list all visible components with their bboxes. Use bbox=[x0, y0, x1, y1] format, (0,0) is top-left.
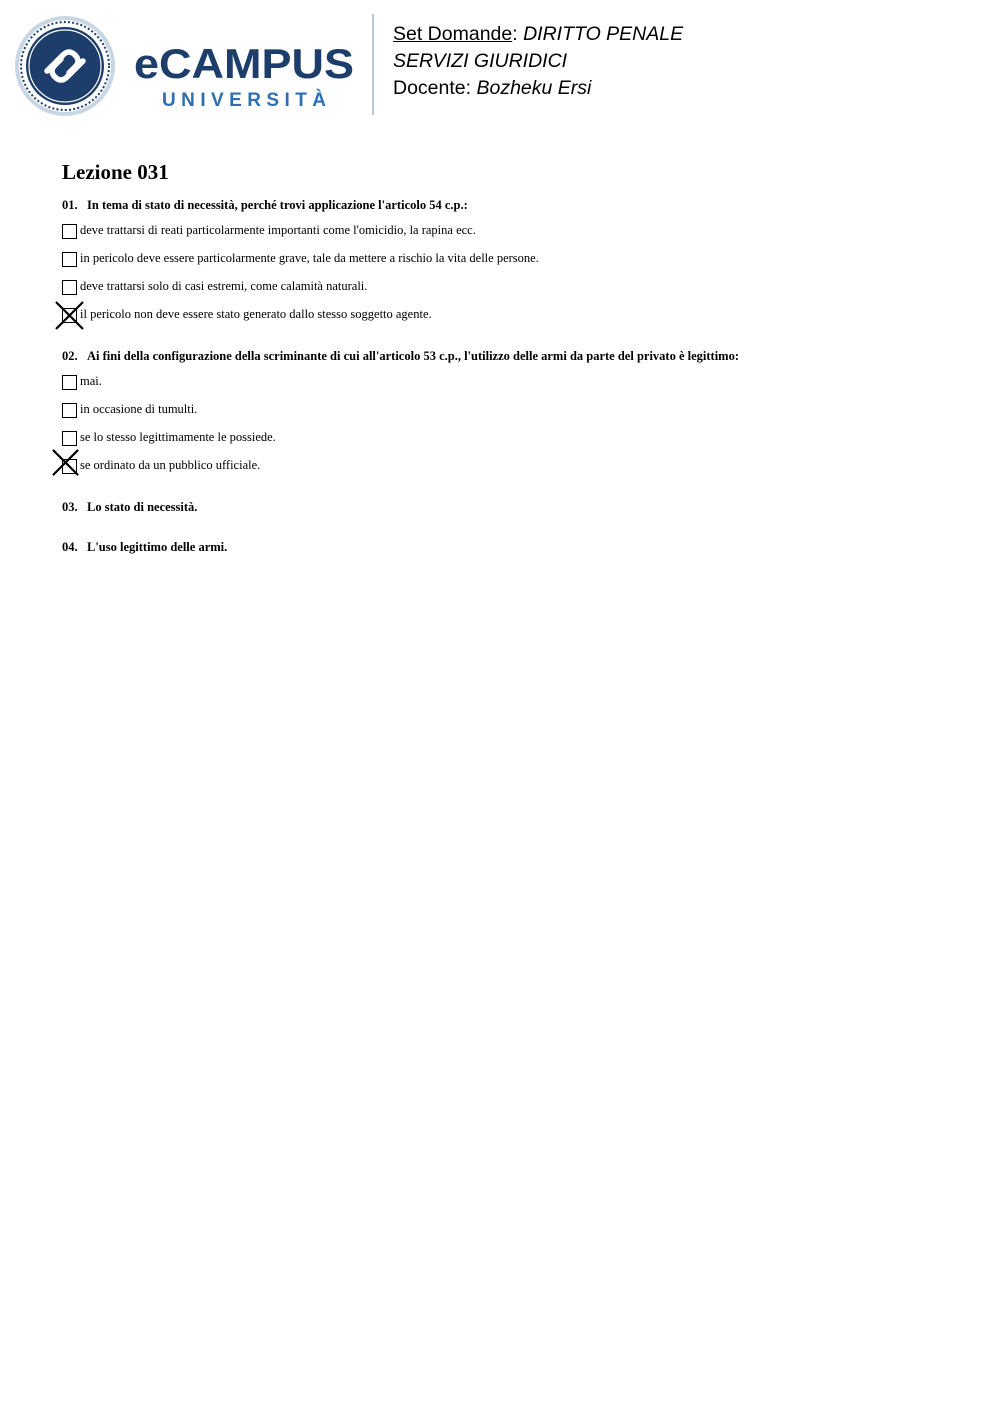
option-text: in pericolo deve essere particolarmente grave, tale da mettere a rischio la vita delle persone. bbox=[80, 251, 539, 265]
option-text: in occasione di tumulti. bbox=[80, 402, 198, 416]
checkbox-checked[interactable] bbox=[62, 308, 77, 323]
checkbox[interactable] bbox=[62, 252, 77, 267]
teacher-line bbox=[393, 75, 683, 102]
question-number: 03. bbox=[62, 500, 78, 514]
header-info bbox=[393, 21, 683, 102]
question-02 bbox=[62, 349, 739, 364]
question-number: 02. bbox=[62, 349, 78, 363]
header-divider bbox=[372, 14, 374, 115]
set-label: Set Domande bbox=[393, 23, 513, 45]
ecampus-seal-logo bbox=[14, 15, 116, 117]
option-text: se lo stesso legittimamente le possiede. bbox=[80, 430, 276, 444]
question-text: In tema di stato di necessità, perché trovi applicazione l'articolo 54 c.p.: bbox=[87, 198, 468, 212]
logo-brand-text: eCAMPUS bbox=[134, 40, 354, 87]
option-text: deve trattarsi di reati particolarmente importanti come l'omicidio, la rapina ecc. bbox=[80, 223, 476, 237]
option-text: il pericolo non deve essere stato generato dallo stesso soggetto agente. bbox=[80, 307, 432, 321]
question-03 bbox=[62, 500, 197, 515]
teacher-name: Bozheku Ersi bbox=[476, 77, 592, 99]
checkbox[interactable] bbox=[62, 224, 77, 239]
x-mark-icon bbox=[51, 448, 81, 478]
subject-name: DIRITTO PENALE bbox=[523, 23, 684, 45]
checkbox[interactable] bbox=[62, 403, 77, 418]
option-text: se ordinato da un pubblico ufficiale. bbox=[80, 458, 261, 472]
set-line bbox=[393, 21, 683, 48]
set-colon: : bbox=[512, 23, 518, 45]
question-01 bbox=[62, 198, 468, 213]
teacher-label: Docente: bbox=[393, 77, 472, 99]
checkbox[interactable] bbox=[62, 280, 77, 295]
question-text: L'uso legittimo delle armi. bbox=[87, 540, 228, 554]
ecampus-wordmark-logo bbox=[134, 36, 358, 114]
question-text: Ai fini della configurazione della scriminante di cui all'articolo 53 c.p., l'utilizzo delle armi da parte del privato è legittimo: bbox=[87, 349, 740, 363]
option-text: mai. bbox=[80, 374, 102, 388]
course-name: SERVIZI GIURIDICI bbox=[393, 50, 568, 72]
question-text: Lo stato di necessità. bbox=[87, 500, 198, 514]
lesson-title: Lezione 031 bbox=[62, 160, 169, 184]
question-number: 01. bbox=[62, 198, 78, 212]
question-number: 04. bbox=[62, 540, 78, 554]
checkbox[interactable] bbox=[62, 375, 77, 390]
option-text: deve trattarsi solo di casi estremi, come calamità naturali. bbox=[80, 279, 368, 293]
checkbox[interactable] bbox=[62, 431, 77, 446]
question-04 bbox=[62, 540, 227, 555]
checkbox-checked[interactable] bbox=[62, 459, 77, 474]
logo-sub-text: UNIVERSITÀ bbox=[162, 90, 326, 111]
